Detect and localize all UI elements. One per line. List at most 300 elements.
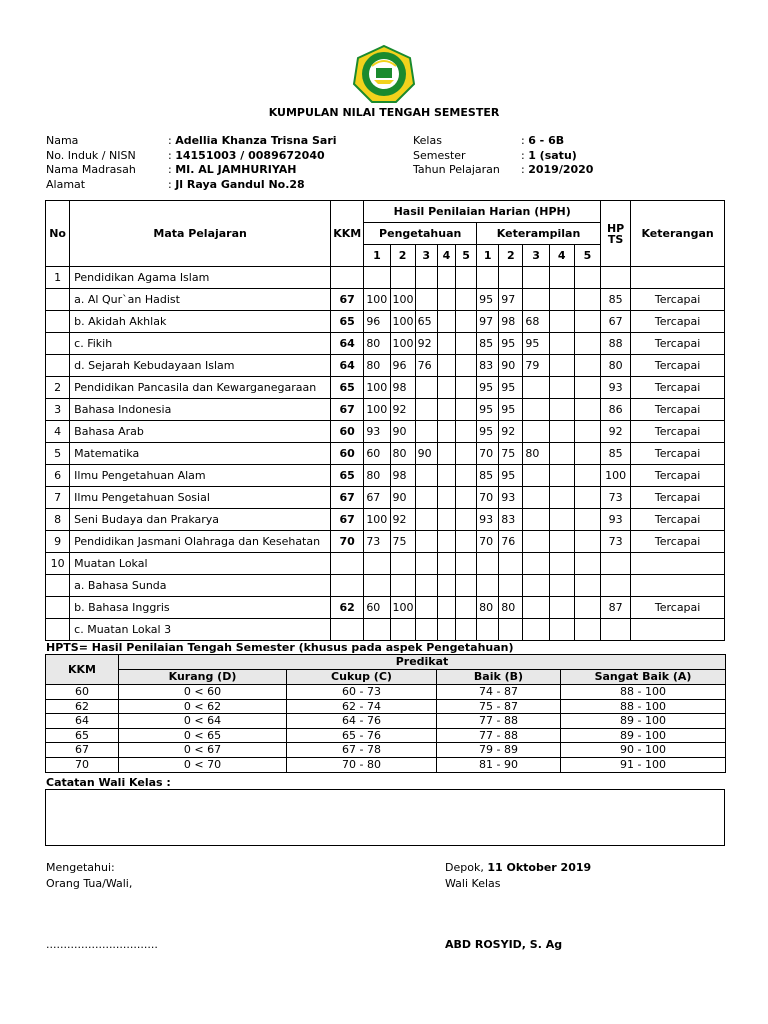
row-no: 1 bbox=[46, 267, 70, 289]
row-no: 6 bbox=[46, 465, 70, 487]
row-pengetahuan-score: 100 bbox=[364, 399, 390, 421]
row-pengetahuan-score: 100 bbox=[364, 377, 390, 399]
row-keterampilan-score: 75 bbox=[499, 443, 523, 465]
date: 11 Oktober 2019 bbox=[487, 861, 592, 874]
row-keterampilan-score: 85 bbox=[477, 465, 499, 487]
row-keterangan: Tercapai bbox=[631, 355, 725, 377]
row-hpts: 100 bbox=[601, 465, 631, 487]
row-keterampilan-score bbox=[574, 487, 600, 509]
predikat-cell: 60 bbox=[46, 685, 119, 700]
row-pengetahuan-score: 100 bbox=[364, 509, 390, 531]
madrasah-value: MI. AL JAMHURIYAH bbox=[175, 163, 297, 177]
row-kkm bbox=[331, 575, 364, 597]
row-keterangan: Tercapai bbox=[631, 311, 725, 333]
row-pengetahuan-score: 92 bbox=[390, 509, 415, 531]
row-subject: c. Muatan Lokal 3 bbox=[70, 619, 331, 641]
row-no bbox=[46, 575, 70, 597]
header-sub-col: 4 bbox=[437, 245, 455, 267]
row-keterampilan-score bbox=[523, 399, 549, 421]
row-kkm bbox=[331, 553, 364, 575]
row-keterampilan-score bbox=[574, 333, 600, 355]
row-pengetahuan-score: 60 bbox=[364, 597, 390, 619]
table-row bbox=[46, 355, 725, 377]
table-row bbox=[46, 531, 725, 553]
row-keterampilan-score: 95 bbox=[499, 377, 523, 399]
row-pengetahuan-score bbox=[437, 333, 455, 355]
row-pengetahuan-score bbox=[455, 575, 476, 597]
row-keterampilan-score bbox=[523, 619, 549, 641]
row-pengetahuan-score bbox=[415, 377, 437, 399]
row-pengetahuan-score bbox=[455, 267, 476, 289]
predikat-cell: 64 bbox=[46, 714, 119, 729]
row-keterampilan-score: 95 bbox=[499, 399, 523, 421]
row-pengetahuan-score: 100 bbox=[390, 311, 415, 333]
wali-kelas-label: Wali Kelas bbox=[445, 877, 501, 890]
row-hpts: 67 bbox=[601, 311, 631, 333]
row-keterampilan-score: 95 bbox=[477, 399, 499, 421]
row-keterampilan-score bbox=[574, 575, 600, 597]
row-hpts bbox=[601, 575, 631, 597]
row-keterangan: Tercapai bbox=[631, 289, 725, 311]
table-row bbox=[46, 597, 725, 619]
row-keterampilan-score bbox=[574, 267, 600, 289]
row-pengetahuan-score bbox=[390, 553, 415, 575]
row-keterangan: Tercapai bbox=[631, 421, 725, 443]
row-keterampilan-score bbox=[574, 531, 600, 553]
row-pengetahuan-score: 98 bbox=[390, 465, 415, 487]
predikat-cell: 67 - 78 bbox=[287, 743, 437, 758]
table-row bbox=[46, 443, 725, 465]
row-keterampilan-score bbox=[574, 289, 600, 311]
row-hpts: 73 bbox=[601, 531, 631, 553]
alamat-value: Jl Raya Gandul No.28 bbox=[175, 178, 305, 192]
row-pengetahuan-score: 96 bbox=[364, 311, 390, 333]
row-pengetahuan-score bbox=[437, 553, 455, 575]
row-kkm: 70 bbox=[331, 531, 364, 553]
header-kkm: KKM bbox=[331, 201, 364, 267]
row-keterampilan-score: 85 bbox=[477, 333, 499, 355]
row-keterampilan-score bbox=[477, 619, 499, 641]
predikat-cell: 62 - 74 bbox=[287, 699, 437, 714]
row-keterangan bbox=[631, 267, 725, 289]
row-keterampilan-score bbox=[523, 267, 549, 289]
row-pengetahuan-score: 73 bbox=[364, 531, 390, 553]
row-pengetahuan-score bbox=[390, 619, 415, 641]
row-pengetahuan-score: 90 bbox=[390, 421, 415, 443]
row-keterampilan-score bbox=[499, 575, 523, 597]
row-keterangan: Tercapai bbox=[631, 377, 725, 399]
row-keterangan: Tercapai bbox=[631, 333, 725, 355]
row-subject: Pendidikan Agama Islam bbox=[70, 267, 331, 289]
predikat-cell: 67 bbox=[46, 743, 119, 758]
row-pengetahuan-score bbox=[415, 597, 437, 619]
row-subject: Matematika bbox=[70, 443, 331, 465]
row-keterangan: Tercapai bbox=[631, 399, 725, 421]
row-pengetahuan-score bbox=[437, 399, 455, 421]
row-hpts: 85 bbox=[601, 443, 631, 465]
table-row bbox=[46, 487, 725, 509]
predikat-cell: 0 < 65 bbox=[119, 728, 287, 743]
row-keterampilan-score bbox=[499, 553, 523, 575]
predikat-cell: 65 bbox=[46, 728, 119, 743]
row-subject: a. Bahasa Sunda bbox=[70, 575, 331, 597]
row-keterampilan-score: 93 bbox=[477, 509, 499, 531]
row-subject: Ilmu Pengetahuan Sosial bbox=[70, 487, 331, 509]
row-pengetahuan-score: 90 bbox=[415, 443, 437, 465]
row-keterampilan-score bbox=[499, 619, 523, 641]
row-pengetahuan-score bbox=[455, 619, 476, 641]
orang-tua-label: Orang Tua/Wali, bbox=[46, 877, 133, 890]
row-pengetahuan-score: 65 bbox=[415, 311, 437, 333]
header-pengetahuan: Pengetahuan bbox=[364, 223, 477, 245]
row-pengetahuan-score bbox=[437, 575, 455, 597]
row-pengetahuan-score bbox=[437, 443, 455, 465]
row-keterangan bbox=[631, 619, 725, 641]
row-keterampilan-score bbox=[523, 289, 549, 311]
header-sub-col: 2 bbox=[390, 245, 415, 267]
row-subject: d. Sejarah Kebudayaan Islam bbox=[70, 355, 331, 377]
predikat-table bbox=[45, 654, 726, 773]
row-keterampilan-score bbox=[549, 377, 574, 399]
school-logo bbox=[352, 44, 416, 104]
predikat-cell: 88 - 100 bbox=[561, 699, 726, 714]
predikat-row bbox=[46, 757, 726, 772]
row-keterampilan-score: 95 bbox=[477, 421, 499, 443]
row-keterampilan-score bbox=[549, 487, 574, 509]
row-pengetahuan-score: 80 bbox=[364, 355, 390, 377]
row-keterampilan-score: 95 bbox=[523, 333, 549, 355]
predikat-cell: 89 - 100 bbox=[561, 714, 726, 729]
row-keterampilan-score bbox=[574, 355, 600, 377]
header-sub-col: 1 bbox=[477, 245, 499, 267]
row-pengetahuan-score bbox=[455, 333, 476, 355]
row-keterampilan-score bbox=[549, 597, 574, 619]
row-pengetahuan-score bbox=[455, 487, 476, 509]
row-subject: b. Bahasa Inggris bbox=[70, 597, 331, 619]
predikat-cell: 0 < 60 bbox=[119, 685, 287, 700]
table-row bbox=[46, 333, 725, 355]
header-hph: Hasil Penilaian Harian (HPH) bbox=[364, 201, 601, 223]
row-pengetahuan-score: 92 bbox=[415, 333, 437, 355]
table-row bbox=[46, 465, 725, 487]
row-keterampilan-score bbox=[523, 575, 549, 597]
row-keterampilan-score bbox=[523, 421, 549, 443]
header-sub-col: 5 bbox=[455, 245, 476, 267]
row-keterampilan-score bbox=[574, 377, 600, 399]
row-keterampilan-score: 70 bbox=[477, 443, 499, 465]
row-keterampilan-score bbox=[523, 377, 549, 399]
row-no bbox=[46, 355, 70, 377]
row-pengetahuan-score bbox=[455, 377, 476, 399]
row-pengetahuan-score: 76 bbox=[415, 355, 437, 377]
row-pengetahuan-score bbox=[437, 465, 455, 487]
row-keterampilan-score: 95 bbox=[499, 465, 523, 487]
table-row bbox=[46, 267, 725, 289]
row-pengetahuan-score bbox=[364, 619, 390, 641]
row-keterampilan-score: 80 bbox=[499, 597, 523, 619]
predikat-grade-header: Sangat Baik (A) bbox=[561, 670, 726, 685]
catatan-label: Catatan Wali Kelas : bbox=[46, 776, 171, 789]
row-no: 2 bbox=[46, 377, 70, 399]
row-pengetahuan-score bbox=[364, 575, 390, 597]
row-pengetahuan-score bbox=[437, 619, 455, 641]
predikat-cell: 90 - 100 bbox=[561, 743, 726, 758]
row-kkm: 64 bbox=[331, 333, 364, 355]
row-pengetahuan-score bbox=[455, 531, 476, 553]
predikat-cell: 64 - 76 bbox=[287, 714, 437, 729]
row-hpts: 80 bbox=[601, 355, 631, 377]
row-pengetahuan-score bbox=[437, 289, 455, 311]
row-kkm: 60 bbox=[331, 443, 364, 465]
row-keterangan: Tercapai bbox=[631, 443, 725, 465]
row-keterampilan-score: 80 bbox=[523, 443, 549, 465]
row-subject: c. Fikih bbox=[70, 333, 331, 355]
row-no: 10 bbox=[46, 553, 70, 575]
row-keterampilan-score: 70 bbox=[477, 487, 499, 509]
row-no: 5 bbox=[46, 443, 70, 465]
predikat-row bbox=[46, 714, 726, 729]
row-pengetahuan-score bbox=[455, 465, 476, 487]
row-pengetahuan-score bbox=[390, 575, 415, 597]
predikat-cell: 0 < 67 bbox=[119, 743, 287, 758]
row-keterampilan-score: 97 bbox=[499, 289, 523, 311]
row-hpts bbox=[601, 267, 631, 289]
row-pengetahuan-score: 100 bbox=[390, 289, 415, 311]
row-subject: Seni Budaya dan Prakarya bbox=[70, 509, 331, 531]
header-hpts: HP TS bbox=[601, 201, 631, 267]
row-pengetahuan-score bbox=[437, 509, 455, 531]
row-keterampilan-score: 98 bbox=[499, 311, 523, 333]
row-pengetahuan-score bbox=[437, 487, 455, 509]
table-row bbox=[46, 399, 725, 421]
madrasah-label: Nama Madrasah bbox=[46, 163, 136, 177]
row-keterampilan-score bbox=[477, 575, 499, 597]
row-pengetahuan-score bbox=[364, 267, 390, 289]
row-no bbox=[46, 289, 70, 311]
table-row bbox=[46, 289, 725, 311]
row-keterampilan-score bbox=[549, 509, 574, 531]
predikat-row bbox=[46, 728, 726, 743]
row-pengetahuan-score bbox=[415, 421, 437, 443]
row-keterampilan-score bbox=[549, 399, 574, 421]
row-no: 4 bbox=[46, 421, 70, 443]
table-row bbox=[46, 421, 725, 443]
induk-label: No. Induk / NISN bbox=[46, 148, 136, 162]
row-keterampilan-score bbox=[574, 465, 600, 487]
row-pengetahuan-score bbox=[455, 399, 476, 421]
row-pengetahuan-score bbox=[437, 311, 455, 333]
row-no: 3 bbox=[46, 399, 70, 421]
row-kkm: 67 bbox=[331, 289, 364, 311]
predikat-row bbox=[46, 685, 726, 700]
predikat-kkm-header: KKM bbox=[46, 655, 119, 685]
row-hpts: 73 bbox=[601, 487, 631, 509]
row-subject: Ilmu Pengetahuan Alam bbox=[70, 465, 331, 487]
row-subject: Pendidikan Jasmani Olahraga dan Kesehatan bbox=[70, 531, 331, 553]
row-keterampilan-score bbox=[549, 267, 574, 289]
row-hpts bbox=[601, 553, 631, 575]
row-subject: Bahasa Arab bbox=[70, 421, 331, 443]
row-no: 9 bbox=[46, 531, 70, 553]
predikat-cell: 70 - 80 bbox=[287, 757, 437, 772]
grades-table bbox=[45, 200, 725, 641]
row-pengetahuan-score: 75 bbox=[390, 531, 415, 553]
header-sub-col: 5 bbox=[574, 245, 600, 267]
hpts-note: HPTS= Hasil Penilaian Tengah Semester (khusus pada aspek Pengetahuan) bbox=[46, 641, 514, 654]
row-keterampilan-score bbox=[574, 311, 600, 333]
row-keterampilan-score bbox=[549, 421, 574, 443]
row-hpts: 88 bbox=[601, 333, 631, 355]
predikat-cell: 75 - 87 bbox=[437, 699, 561, 714]
student-info: Nama : Adellia Khanza Trisna Sari Kelas : 6 - 6B No. Induk / NISN : 14151003 / 0089672040 Semester : 1 (satu) Nama Madrasah : MI. AL JAMHURIYAH Tahun Pelajaran : 2019/2020 Alamat : Jl Raya Gandul No.28 bbox=[46, 134, 594, 192]
predikat-grade-header: Baik (B) bbox=[437, 670, 561, 685]
header-sub-col: 4 bbox=[549, 245, 574, 267]
row-keterampilan-score bbox=[549, 531, 574, 553]
table-row bbox=[46, 553, 725, 575]
row-pengetahuan-score: 80 bbox=[364, 333, 390, 355]
row-no bbox=[46, 311, 70, 333]
row-keterampilan-score bbox=[549, 575, 574, 597]
predikat-cell: 79 - 89 bbox=[437, 743, 561, 758]
row-pengetahuan-score bbox=[437, 531, 455, 553]
header-keterangan: Keterangan bbox=[631, 201, 725, 267]
row-keterampilan-score bbox=[549, 465, 574, 487]
table-row bbox=[46, 509, 725, 531]
row-keterampilan-score: 97 bbox=[477, 311, 499, 333]
row-subject: Pendidikan Pancasila dan Kewarganegaraan bbox=[70, 377, 331, 399]
row-keterampilan-score bbox=[549, 355, 574, 377]
row-keterampilan-score bbox=[574, 443, 600, 465]
row-keterampilan-score bbox=[574, 619, 600, 641]
row-pengetahuan-score bbox=[364, 553, 390, 575]
row-pengetahuan-score: 93 bbox=[364, 421, 390, 443]
predikat-cell: 89 - 100 bbox=[561, 728, 726, 743]
header-sub-col: 3 bbox=[415, 245, 437, 267]
row-keterampilan-score bbox=[574, 553, 600, 575]
row-keterampilan-score: 79 bbox=[523, 355, 549, 377]
predikat-cell: 70 bbox=[46, 757, 119, 772]
row-keterangan: Tercapai bbox=[631, 597, 725, 619]
table-row bbox=[46, 619, 725, 641]
predikat-cell: 77 - 88 bbox=[437, 728, 561, 743]
induk-value: 14151003 / 0089672040 bbox=[175, 148, 325, 162]
row-pengetahuan-score bbox=[415, 553, 437, 575]
row-pengetahuan-score: 67 bbox=[364, 487, 390, 509]
row-kkm: 65 bbox=[331, 377, 364, 399]
row-hpts: 92 bbox=[601, 421, 631, 443]
row-subject: Bahasa Indonesia bbox=[70, 399, 331, 421]
row-keterampilan-score bbox=[549, 311, 574, 333]
row-keterampilan-score bbox=[574, 509, 600, 531]
predikat-cell: 74 - 87 bbox=[437, 685, 561, 700]
row-pengetahuan-score bbox=[437, 421, 455, 443]
row-kkm bbox=[331, 619, 364, 641]
row-kkm: 65 bbox=[331, 465, 364, 487]
row-keterangan: Tercapai bbox=[631, 531, 725, 553]
row-keterampilan-score bbox=[549, 443, 574, 465]
row-keterampilan-score: 92 bbox=[499, 421, 523, 443]
row-no bbox=[46, 619, 70, 641]
place-date bbox=[445, 861, 591, 874]
row-pengetahuan-score bbox=[415, 289, 437, 311]
row-keterampilan-score bbox=[523, 509, 549, 531]
teacher-name: ABD ROSYID, S. Ag bbox=[445, 938, 563, 951]
semester-value: 1 (satu) bbox=[528, 148, 577, 162]
predikat-row bbox=[46, 743, 726, 758]
predikat-grade-header: Cukup (C) bbox=[287, 670, 437, 685]
row-hpts: 86 bbox=[601, 399, 631, 421]
predikat-cell: 60 - 73 bbox=[287, 685, 437, 700]
table-row bbox=[46, 311, 725, 333]
row-keterampilan-score bbox=[549, 619, 574, 641]
row-subject: a. Al Qur`an Hadist bbox=[70, 289, 331, 311]
nama-label: Nama bbox=[46, 134, 79, 147]
row-keterampilan-score: 95 bbox=[477, 377, 499, 399]
predikat-row bbox=[46, 699, 726, 714]
row-keterampilan-score bbox=[499, 267, 523, 289]
row-keterampilan-score bbox=[523, 465, 549, 487]
row-keterangan bbox=[631, 575, 725, 597]
mengetahui-label: Mengetahui: bbox=[46, 861, 115, 874]
row-pengetahuan-score: 80 bbox=[364, 465, 390, 487]
document-title: KUMPULAN NILAI TENGAH SEMESTER bbox=[268, 106, 500, 119]
row-pengetahuan-score: 80 bbox=[390, 443, 415, 465]
row-keterangan: Tercapai bbox=[631, 465, 725, 487]
row-pengetahuan-score bbox=[415, 509, 437, 531]
row-keterampilan-score bbox=[549, 289, 574, 311]
predikat-cell: 65 - 76 bbox=[287, 728, 437, 743]
header-no: No bbox=[46, 201, 70, 267]
kelas-value: 6 - 6B bbox=[528, 134, 565, 147]
row-pengetahuan-score bbox=[455, 553, 476, 575]
header-mapel: Mata Pelajaran bbox=[70, 201, 331, 267]
row-keterampilan-score: 80 bbox=[477, 597, 499, 619]
row-pengetahuan-score bbox=[455, 597, 476, 619]
predikat-cell: 0 < 64 bbox=[119, 714, 287, 729]
row-no: 7 bbox=[46, 487, 70, 509]
predikat-cell: 62 bbox=[46, 699, 119, 714]
row-pengetahuan-score: 92 bbox=[390, 399, 415, 421]
row-keterampilan-score: 83 bbox=[499, 509, 523, 531]
row-keterangan: Tercapai bbox=[631, 509, 725, 531]
row-keterampilan-score: 95 bbox=[499, 333, 523, 355]
row-pengetahuan-score bbox=[415, 487, 437, 509]
row-kkm: 65 bbox=[331, 311, 364, 333]
row-pengetahuan-score: 100 bbox=[364, 289, 390, 311]
row-hpts: 93 bbox=[601, 509, 631, 531]
row-pengetahuan-score: 60 bbox=[364, 443, 390, 465]
predikat-grade-header: Kurang (D) bbox=[119, 670, 287, 685]
signature-dots: ................................ bbox=[46, 938, 158, 951]
row-keterampilan-score: 90 bbox=[499, 355, 523, 377]
predikat-cell: 0 < 62 bbox=[119, 699, 287, 714]
row-pengetahuan-score bbox=[455, 509, 476, 531]
row-keterampilan-score: 70 bbox=[477, 531, 499, 553]
row-keterampilan-score bbox=[523, 553, 549, 575]
place: Depok, bbox=[445, 861, 488, 874]
row-hpts: 87 bbox=[601, 597, 631, 619]
row-pengetahuan-score bbox=[455, 289, 476, 311]
row-kkm: 64 bbox=[331, 355, 364, 377]
predikat-header: Predikat bbox=[119, 655, 726, 670]
header-keterampilan: Keterampilan bbox=[477, 223, 601, 245]
row-pengetahuan-score: 90 bbox=[390, 487, 415, 509]
kelas-label: Kelas bbox=[413, 134, 442, 147]
row-pengetahuan-score: 96 bbox=[390, 355, 415, 377]
row-hpts: 93 bbox=[601, 377, 631, 399]
predikat-cell: 77 - 88 bbox=[437, 714, 561, 729]
row-keterampilan-score bbox=[574, 597, 600, 619]
